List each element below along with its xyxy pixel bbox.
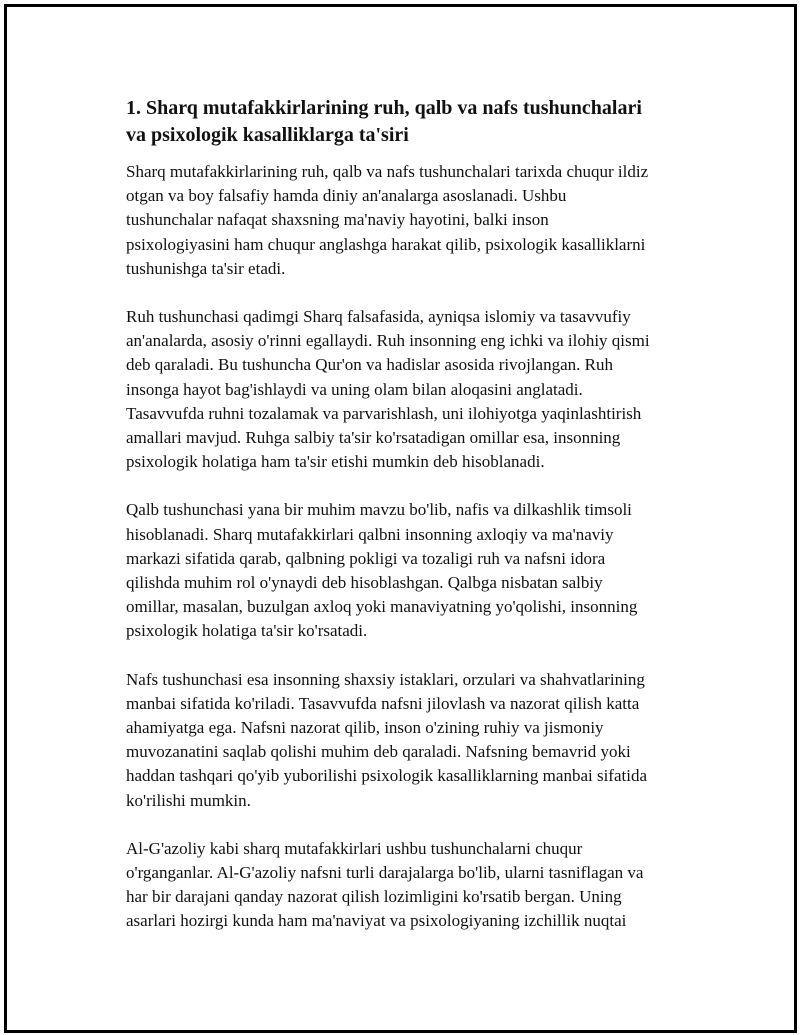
- text-line: tushunchalar nafaqat shaxsning ma'naviy hayotini, balki inson: [126, 210, 549, 230]
- text-line: omillar, masalan, buzulgan axloq yoki manaviyatning yo'qolishi, insonning: [126, 597, 638, 617]
- text-line: ko'rilishi mumkin.: [126, 790, 251, 810]
- text-line: hisoblanadi. Sharq mutafakkirlari qalbni insonning axloqiy va ma'naviy: [126, 524, 614, 544]
- text-line: psixologiyasini ham chuqur anglashga harakat qilib, psixologik kasalliklarni: [126, 234, 646, 254]
- text-line: haddan tashqari qo'yib yuborilishi psixologik kasalliklarning manbai sifatida: [126, 766, 647, 786]
- paragraph-intro: [121, 160, 701, 281]
- text-line: amallari mavjud. Ruhga salbiy ta'sir ko'rsatadigan omillar esa, insonning: [126, 428, 621, 448]
- text-line: muvozanatini saqlab qolishi muhim deb qaraladi. Nafsning bemavrid yoki: [126, 742, 631, 762]
- text-line: har bir darajani qanday nazorat qilish lozimligini ko'rsatib bergan. Uning: [126, 887, 622, 907]
- text-line: ahamiyatga ega. Nafsni nazorat qilib, inson o'zining ruhiy va jismoniy: [126, 718, 604, 738]
- text-line: Nafs tushunchasi esa insonning shaxsiy istaklari, orzulari va shahvatlarining: [126, 669, 645, 689]
- text-line: Al-G'azoliy kabi sharq mutafakkirlari ushbu tushunchalarni chuqur: [126, 838, 583, 858]
- text-line: o'rganganlar. Al-G'azoliy nafsni turli darajalarga bo'lib, ularni tasniflagan va: [126, 863, 644, 883]
- title-line: 1. Sharq mutafakkirlarining ruh, qalb va nafs tushunchalari: [126, 97, 642, 119]
- text-line: otgan va boy falsafiy hamda diniy an'analarga asoslanadi. Ushbu: [126, 186, 567, 206]
- text-line: insonga hayot bag'ishlaydi va uning olam bilan aloqasini anglatadi.: [126, 379, 583, 399]
- text-line: Ruh tushunchasi qadimgi Sharq falsafasida, ayniqsa islomiy va tasavvufiy: [126, 307, 631, 327]
- text-line: psixologik holatiga ham ta'sir etishi mumkin deb hisoblanadi.: [126, 452, 545, 472]
- text-line: Sharq mutafakkirlarining ruh, qalb va nafs tushunchalari tarixda chuqur ildiz: [126, 162, 649, 181]
- title-line: va psixologik kasalliklarga ta'siri: [126, 124, 409, 146]
- text-line: Tasavvufda ruhni tozalamak va parvarishlash, uni ilohiyotga yaqinlashtirish: [126, 403, 642, 423]
- paragraph-ruh: [121, 305, 701, 474]
- text-line: qilishda muhim rol o'ynaydi deb hisoblashgan. Qalbga nisbatan salbiy: [126, 573, 603, 593]
- text-line: manbai sifatida ko'riladi. Tasavvufda nafsni jilovlash va nazorat qilish katta: [126, 693, 640, 713]
- paragraph-nafs: [121, 668, 701, 813]
- page-title: [121, 95, 701, 149]
- text-line: an'analarda, asosiy o'rinni egallaydi. Ruh insonning eng ichki va ilohiy qismi: [126, 331, 650, 351]
- text-line: tushunishga ta'sir etadi.: [126, 258, 286, 278]
- paragraph-al-gazoliy: [121, 837, 701, 934]
- text-line: asarlari hozirgi kunda ham ma'naviyat va psixologiyaning izchillik nuqtai: [126, 911, 627, 931]
- paragraph-qalb: [121, 498, 701, 643]
- text-line: markazi sifatida qarab, qalbning pokligi va tozaligi ruh va nafsni idora: [126, 548, 606, 568]
- document-body: [121, 95, 701, 934]
- text-line: psixologik holatiga ta'sir ko'rsatadi.: [126, 621, 368, 641]
- text-line: deb qaraladi. Bu tushuncha Qur'on va hadislar asosida rivojlangan. Ruh: [126, 355, 613, 375]
- page-frame: [4, 4, 797, 1033]
- text-line: Qalb tushunchasi yana bir muhim mavzu bo'lib, nafis va dilkashlik timsoli: [126, 500, 632, 520]
